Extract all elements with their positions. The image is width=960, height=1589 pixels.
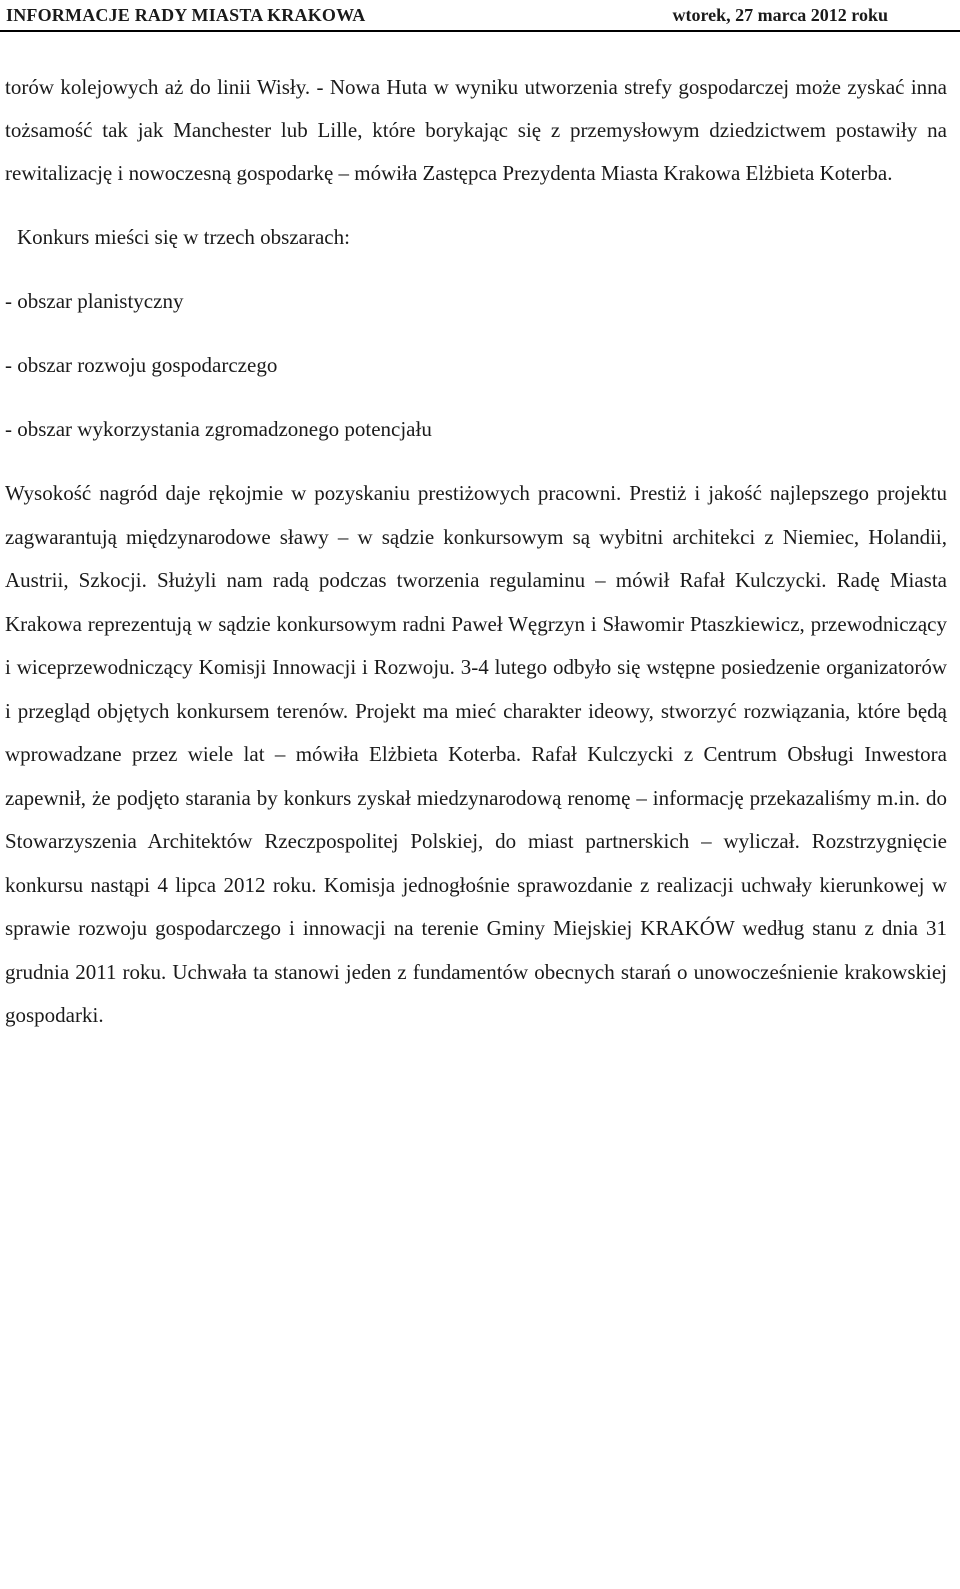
- list-item-economic: - obszar rozwoju gospodarczego: [5, 353, 278, 377]
- header-title: INFORMACJE RADY MIASTA KRAKOWA: [6, 4, 366, 25]
- article-body: [5, 66, 947, 1038]
- page-header: [0, 0, 960, 32]
- paragraph-intro: torów kolejowych aż do linii Wisły. - Nowa Huta w wyniku utworzenia strefy gospodarczej może zyskać inna tożsamość tak jak Manchester lub Lille, które borykając się z przemysłowym dziedzictwem postawiły na rewitalizację i nowoczesną gospodarkę – mówiła Zastępca Prezydenta Miasta Krakowa Elżbieta Koterba.: [5, 75, 947, 185]
- header-date: wtorek, 27 marca 2012 roku: [672, 4, 888, 25]
- list-item-planning: - obszar planistyczny: [5, 289, 184, 313]
- list-item-potential: - obszar wykorzystania zgromadzonego potencjału: [5, 417, 432, 441]
- paragraph-main: Wysokość nagród daje rękojmie w pozyskaniu prestiżowych pracowni. Prestiż i jakość najlepszego projektu zagwarantują międzynarodowe sławy – w sądzie konkursowym są wybitni architekci z Niemiec, Holandii, Austrii, Szkocji. Służyli nam radą podczas tworzenia regulaminu – mówił Rafał Kulczycki. Radę Miasta Krakowa reprezentują w sądzie konkursowym radni Paweł Węgrzyn i Sławomir Ptaszkiewicz, przewodniczący i wiceprzewodniczący Komisji Innowacji i Rozwoju. 3-4 lutego odbyło się wstępne posiedzenie organizatorów i przegląd objętych konkursem terenów. Projekt ma mieć charakter ideowy, stworzyć rozwiązania, które będą wprowadzane przez wiele lat – mówiła Elżbieta Koterba. Rafał Kulczycki z Centrum Obsługi Inwestora zapewnił, że podjęto starania by konkurs zyskał miedzynarodową renomę – informację przekazaliśmy m.in. do Stowarzyszenia Architektów Rzeczpospolitej Polskiej, do miast partnerskich – wyliczał. Rozstrzygnięcie konkursu nastąpi 4 lipca 2012 roku. Komisja jednogłośnie sprawozdanie z realizacji uchwały kierunkowej w sprawie rozwoju gospodarczego i innowacji na terenie Gminy Miejskiej KRAKÓW według stanu z dnia 31 grudnia 2011 roku. Uchwała ta stanowi jeden z fundamentów obecnych starań o unowocześnienie krakowskiej gospodarki.: [5, 481, 947, 1027]
- paragraph-areas-heading: Konkurs mieści się w trzech obszarach:: [17, 225, 350, 249]
